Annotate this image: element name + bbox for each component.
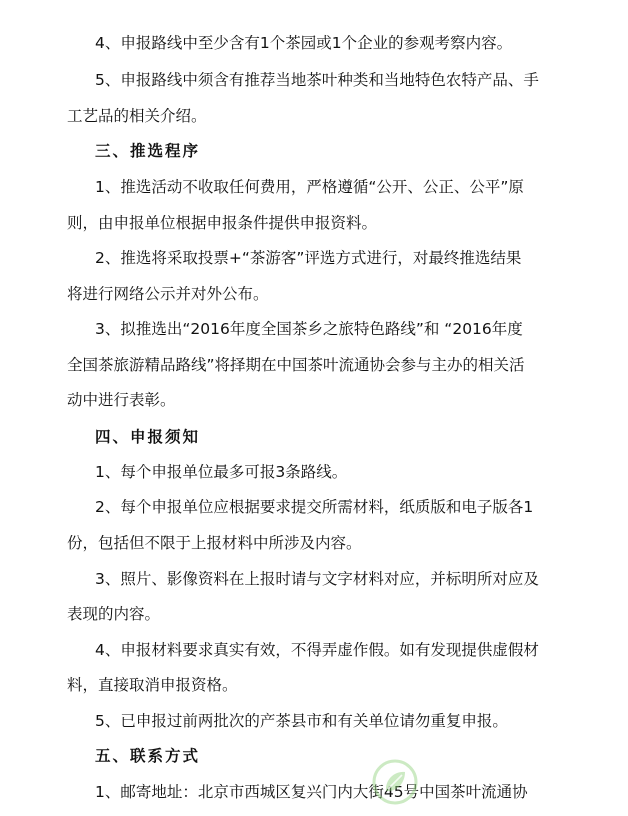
- list-item-continuation: 将进行网络公示并对外公布。: [67, 285, 269, 303]
- list-item: 1、推选活动不收取任何费用，严格遵循“公开、公正、公平”原: [95, 178, 524, 196]
- list-item-continuation: 工艺品的相关介绍。: [67, 107, 207, 125]
- list-item-continuation: 动中进行表彰。: [67, 391, 176, 409]
- list-item: 4、申报材料要求真实有效，不得弄虚作假。如有发现提供虚假材: [95, 641, 539, 659]
- list-item: 2、每个申报单位应根据要求提交所需材料，纸质版和电子版各1: [95, 498, 534, 516]
- list-item: 5、已申报过前两批次的产茶县市和有关单位请勿重复申报。: [95, 712, 508, 730]
- leaf-watermark-icon: [371, 758, 419, 806]
- section-heading: 三、推选程序: [95, 142, 201, 160]
- list-item: 4、申报路线中至少含有1个茶园或1个企业的参观考察内容。: [95, 34, 513, 52]
- list-item: 1、每个申报单位最多可报3条路线。: [95, 463, 348, 481]
- list-item-continuation: 全国茶旅游精品路线”将择期在中国茶叶流通协会参与主办的相关活: [67, 356, 525, 374]
- section-heading: 五、联系方式: [95, 747, 201, 765]
- list-item: 3、拟推选出“2016年度全国茶乡之旅特色路线”和 “2016年度: [95, 320, 523, 338]
- list-item-continuation: 料，直接取消申报资格。: [67, 676, 238, 694]
- list-item: 3、照片、影像资料在上报时请与文字材料对应，并标明所对应及: [95, 570, 539, 588]
- list-item: 5、申报路线中须含有推荐当地茶叶种类和当地特色农特产品、手: [95, 71, 539, 89]
- list-item: 2、推选将采取投票+“茶游客”评选方式进行，对最终推选结果: [95, 249, 522, 267]
- list-item: 1、邮寄地址：北京市西城区复兴门内大街45号中国茶叶流通协: [95, 783, 528, 801]
- list-item-continuation: 表现的内容。: [67, 605, 161, 623]
- section-heading: 四、申报须知: [95, 428, 201, 446]
- list-item-continuation: 份，包括但不限于上报材料中所涉及内容。: [67, 534, 362, 552]
- list-item-continuation: 则，由申报单位根据申报条件提供申报资料。: [67, 214, 378, 232]
